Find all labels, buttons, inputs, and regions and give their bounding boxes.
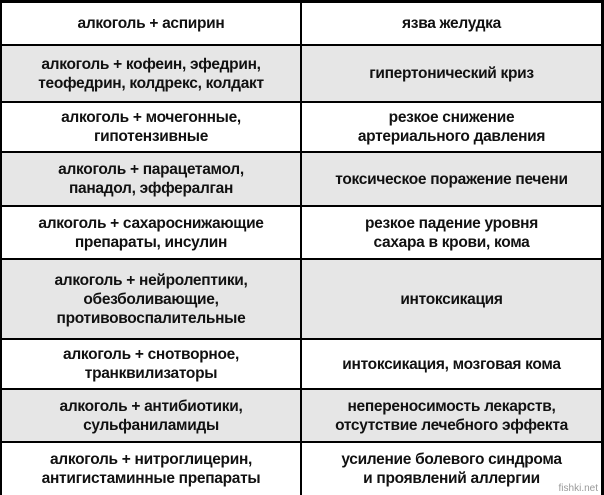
table-row bbox=[2, 153, 601, 207]
substance-cell: алкоголь + нитроглицерин, антигистаминные препараты bbox=[2, 443, 302, 495]
table-row bbox=[2, 3, 601, 46]
substance-cell: алкоголь + кофеин, эфедрин, теофедрин, колдрекс, колдакт bbox=[2, 46, 302, 101]
effect-cell: непереносимость лекарств, отсутствие лечебного эффекта bbox=[335, 397, 568, 434]
substance-cell: алкоголь + аспирин bbox=[2, 3, 302, 44]
effect-cell: усиление болевого синдрома и проявлений аллергии bbox=[341, 451, 562, 487]
substance-cell: алкоголь + парацетамол, панадол, эффералган bbox=[2, 153, 302, 205]
substance-cell: алкоголь + мочегонные, гипотензивные bbox=[2, 103, 302, 151]
substance-cell: алкоголь + нейролептики, обезболивающие, противовоспалительные bbox=[2, 260, 302, 338]
effect-cell: резкое снижение артериального давления bbox=[357, 109, 546, 145]
table-row bbox=[2, 443, 601, 495]
watermark: fishki.net bbox=[558, 483, 598, 494]
substance-cell: алкоголь + снотворное, транквилизаторы bbox=[2, 340, 302, 388]
table-row bbox=[2, 390, 601, 443]
substance-cell: алкоголь + антибиотики, сульфаниламиды bbox=[2, 390, 302, 441]
table-row bbox=[2, 103, 601, 153]
effect-cell: гипертонический криз bbox=[369, 65, 534, 82]
effect-cell: токсическое поражение печени bbox=[335, 170, 568, 188]
effect-cell: резкое падение уровня сахара в крови, кома bbox=[365, 214, 538, 251]
substance-cell: алкоголь + сахароснижающие препараты, инсулин bbox=[2, 207, 302, 258]
table-row bbox=[2, 260, 601, 340]
effect-cell: интоксикация bbox=[400, 290, 503, 308]
effect-cell: язва желудка bbox=[402, 15, 501, 32]
table-row bbox=[2, 46, 601, 103]
table-row bbox=[2, 340, 601, 390]
effect-cell: интоксикация, мозговая кома bbox=[342, 355, 561, 373]
table-row bbox=[2, 207, 601, 260]
